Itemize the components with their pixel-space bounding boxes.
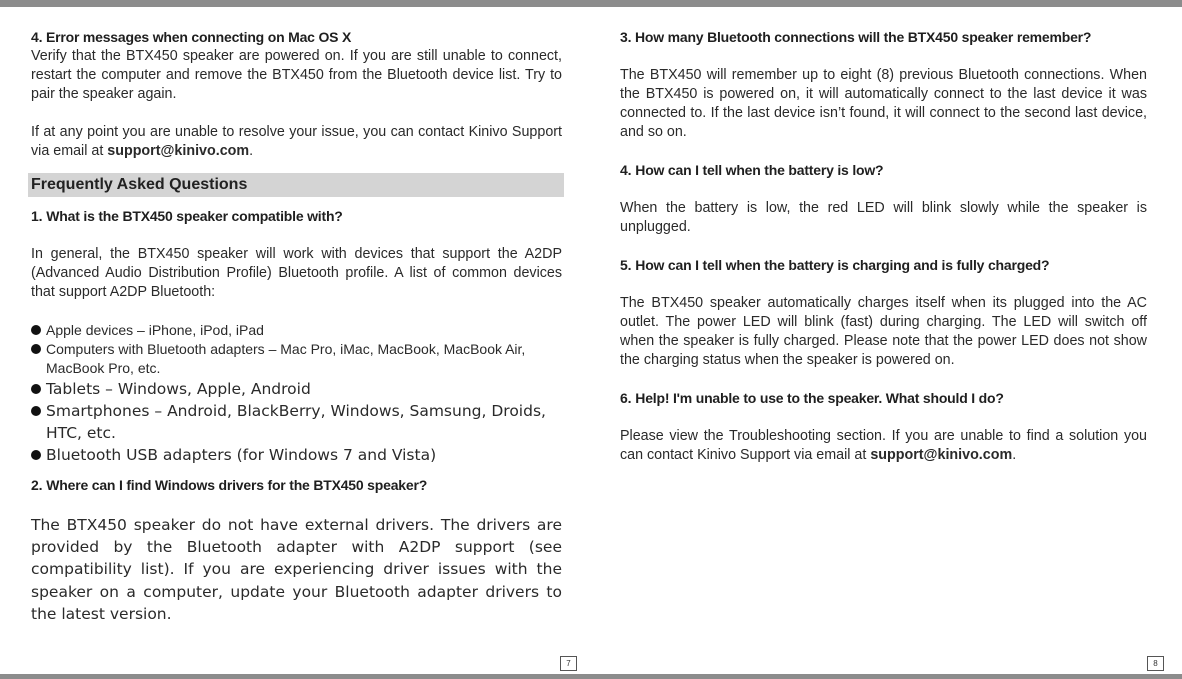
list-item: Computers with Bluetooth adapters – Mac Pro, iMac, MacBook, MacBook Air, MacBook Pro, etc. xyxy=(31,340,562,378)
page-number-left: 7 xyxy=(560,656,577,671)
faq-answer-1: In general, the BTX450 speaker will work with devices that support the A2DP (Advanced Audio Distribution Profile) Bluetooth profile. A list of common devices that support A2DP Bluetooth: xyxy=(31,246,562,300)
list-item: Tablets – Windows, Apple, Android xyxy=(31,378,562,400)
faq-question-6: 6. Help! I'm unable to use to the speaker. What should I do? xyxy=(620,390,1004,406)
faq-question-2: 2. Where can I find Windows drivers for the BTX450 speaker? xyxy=(31,477,428,493)
bottom-rule xyxy=(0,674,1182,679)
page-number-right: 8 xyxy=(1147,656,1164,671)
compatible-devices-list-continued xyxy=(31,378,562,466)
top-rule xyxy=(0,0,1182,7)
list-item: Apple devices – iPhone, iPod, iPad xyxy=(31,321,562,340)
faq-question-1: 1. What is the BTX450 speaker compatible with? xyxy=(31,208,343,224)
faq-section-title: Frequently Asked Questions xyxy=(28,173,564,197)
list-item: Bluetooth USB adapters (for Windows 7 and Vista) xyxy=(31,444,562,466)
left-page xyxy=(31,28,562,625)
faq-answer-6: Please view the Troubleshooting section. If you are unable to find a solution you can contact Kinivo Support via email at support@kinivo.com. xyxy=(620,428,1147,463)
faq-answer-3: The BTX450 will remember up to eight (8) previous Bluetooth connections. When the BTX450 is powered on, it will automatically connect to the last device it was connected to. If the last device isn’t found, it will connect to the second last device, and so on. xyxy=(620,67,1147,140)
error-heading: 4. Error messages when connecting on Mac OS X xyxy=(31,29,352,45)
error-body-2: If at any point you are unable to resolve your issue, you can contact Kinivo Support via email at support@kinivo.com. xyxy=(31,124,562,159)
faq-question-4: 4. How can I tell when the battery is low? xyxy=(620,162,884,178)
support-email-link[interactable]: support@kinivo.com xyxy=(870,447,1013,463)
faq-question-5: 5. How can I tell when the battery is charging and is fully charged? xyxy=(620,257,1050,273)
compatible-devices-list xyxy=(31,321,562,378)
faq-answer-2: The BTX450 speaker do not have external drivers. The drivers are provided by the Bluetooth adapter with A2DP support (see compatibility list). If you are experiencing driver issues with the speaker on a computer, update your Bluetooth adapter drivers to the latest version. xyxy=(31,516,562,623)
faq-answer-5: The BTX450 speaker automatically charges itself when its plugged into the AC outlet. The power LED will blink (fast) during charging. The LED will switch off when the speaker is fully charged. Please note that the power LED does not show the charging status when the speaker is powered on. xyxy=(620,295,1147,368)
faq-question-3: 3. How many Bluetooth connections will the BTX450 speaker remember? xyxy=(620,29,1092,45)
right-page xyxy=(620,28,1147,465)
faq-answer-4: When the battery is low, the red LED will blink slowly while the speaker is unplugged. xyxy=(620,200,1147,235)
support-email-link[interactable]: support@kinivo.com xyxy=(107,143,250,159)
list-item: Smartphones – Android, BlackBerry, Windows, Samsung, Droids, HTC, etc. xyxy=(31,400,562,444)
error-body-1: Verify that the BTX450 speaker are powered on. If you are still unable to connect, restart the computer and remove the BTX450 from the Bluetooth device list. Try to pair the speaker again. xyxy=(31,48,562,102)
